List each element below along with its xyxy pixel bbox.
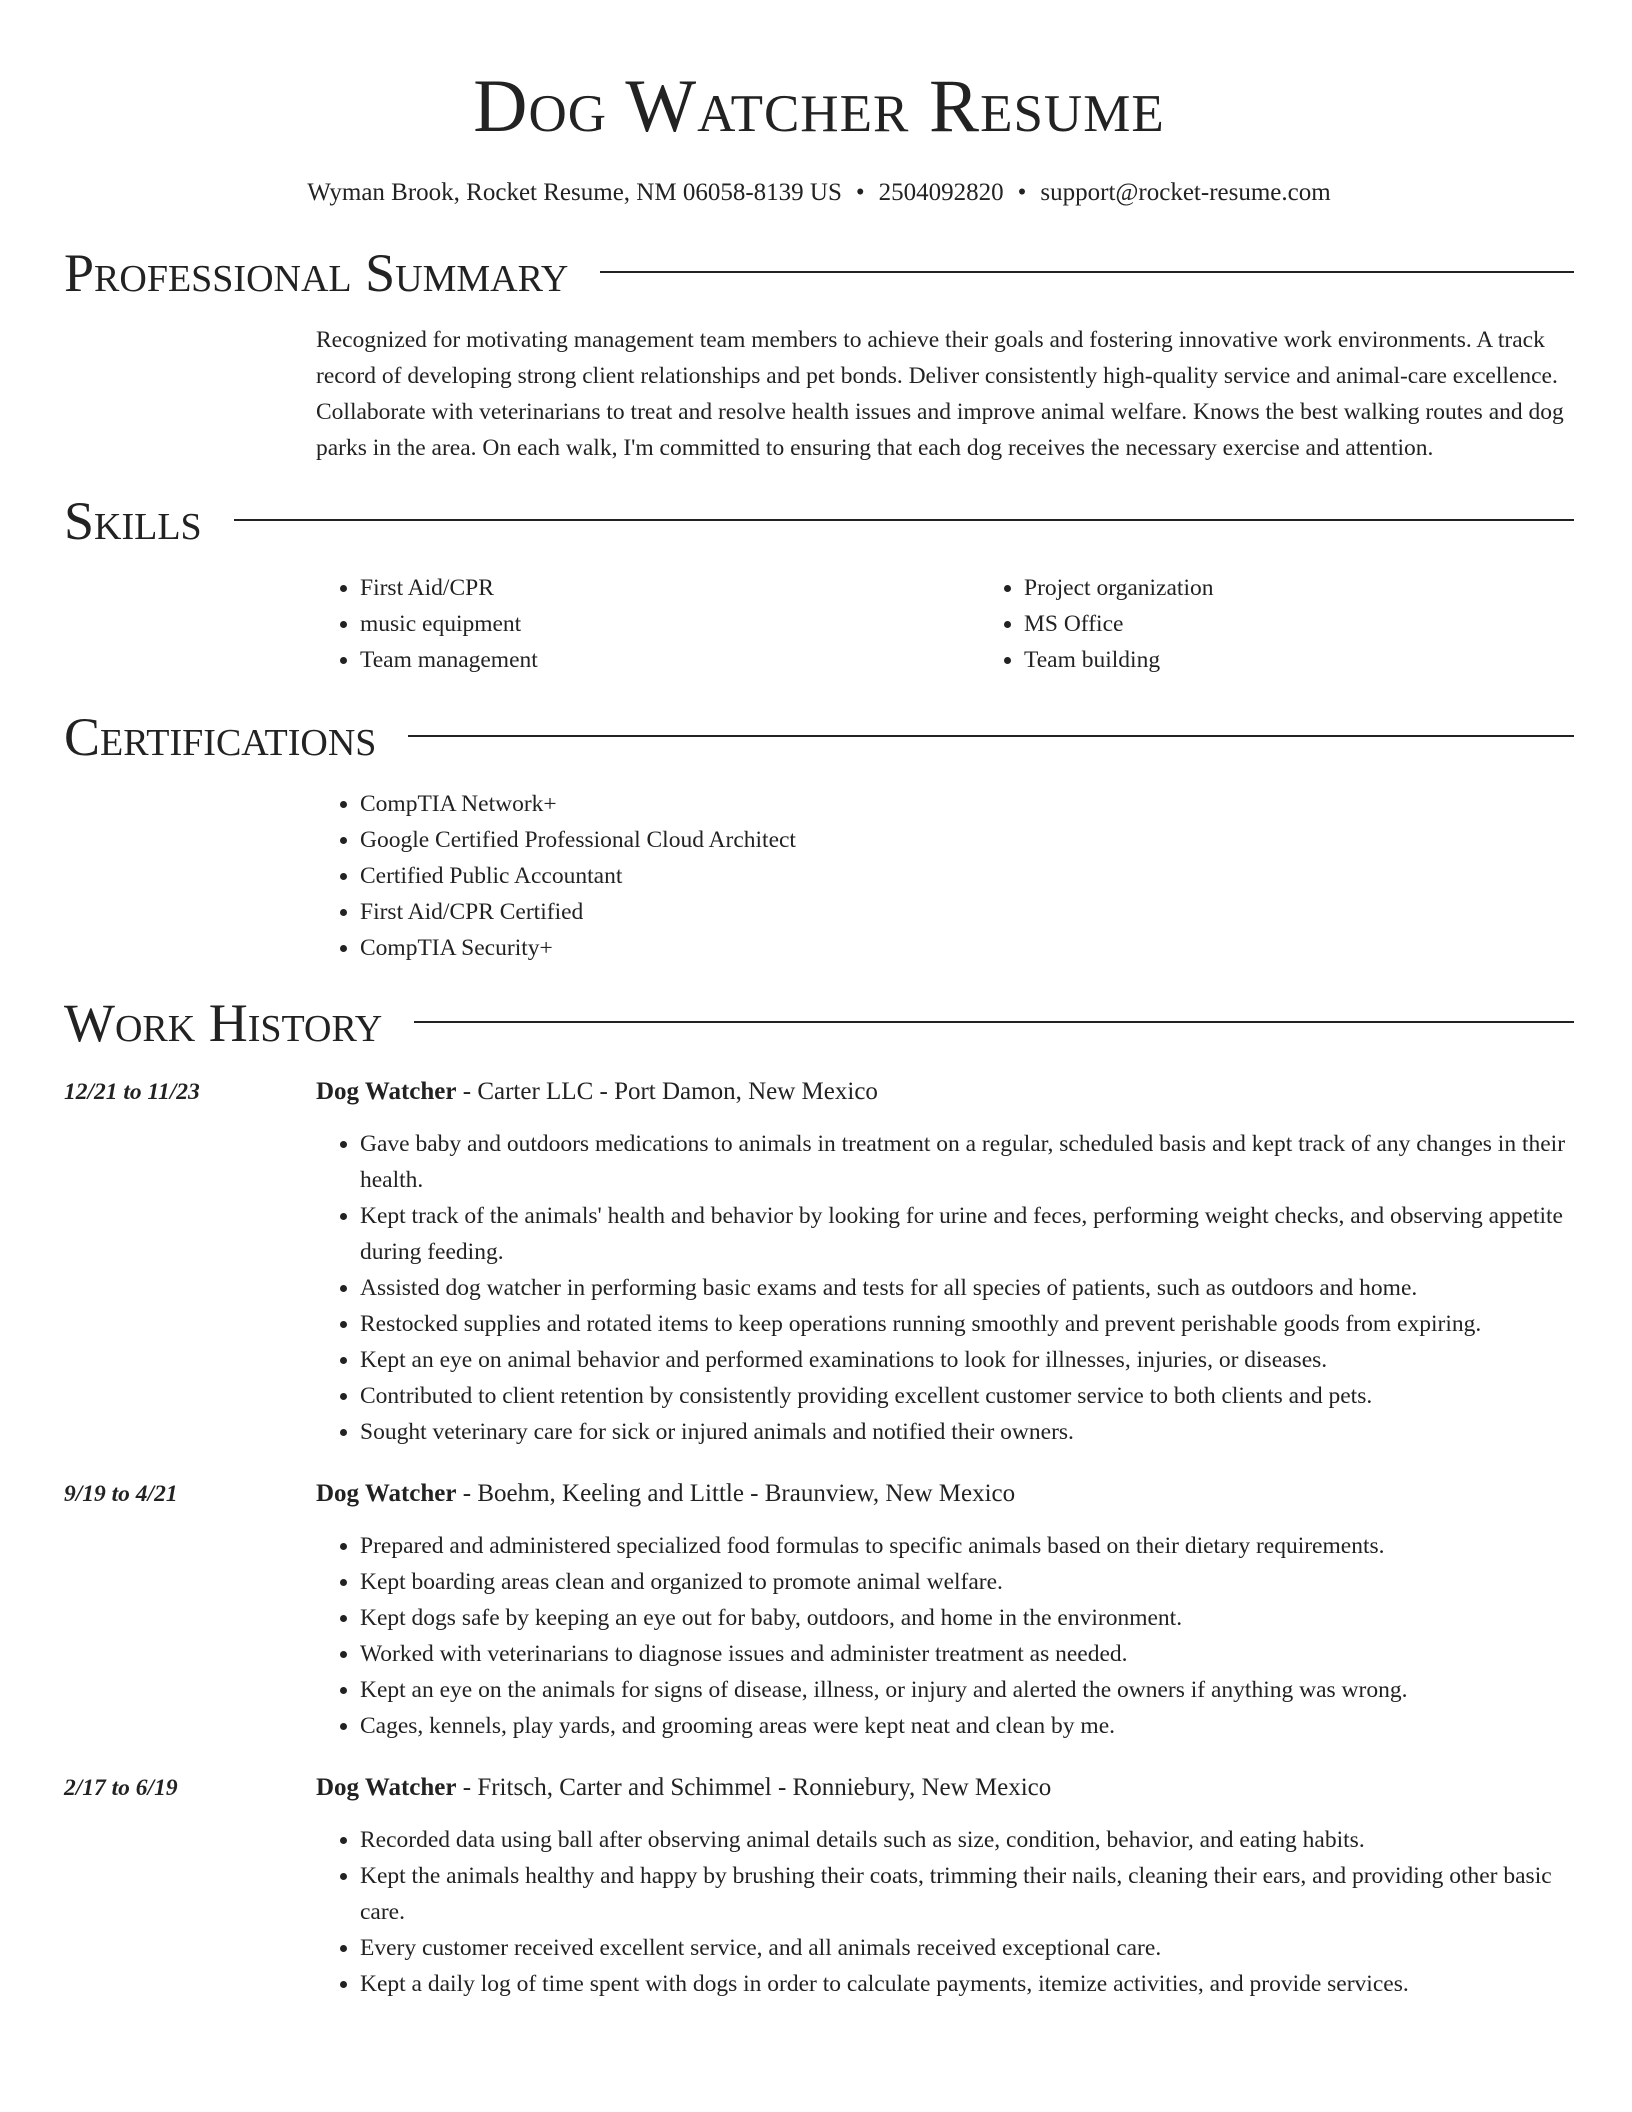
job-bullet: • Restocked supplies and rotated items to keep operations running smoothly and prevent perishable goods from expiring. xyxy=(360,1306,1574,1342)
job-bullet: • Cages, kennels, play yards, and grooming areas were kept neat and clean by me. xyxy=(360,1708,1574,1744)
resume-page xyxy=(64,0,1574,2002)
job-bullet: • Prepared and administered specialized food formulas to specific animals based on their dietary requirements. xyxy=(360,1528,1574,1564)
skill-item: • MS Office xyxy=(1024,606,1632,642)
job-dates: 12/21 to 11/23 xyxy=(64,1079,200,1105)
job-bullet: • Kept the animals healthy and happy by brushing their coats, trimming their nails, cleaning their ears, and providing other basic care. xyxy=(360,1858,1574,1930)
skill-item: • Team management xyxy=(360,642,980,678)
job-bullet: • Contributed to client retention by consistently providing excellent customer service to both clients and pets. xyxy=(360,1378,1574,1414)
job-role: Dog Watcher xyxy=(316,1774,457,1801)
job-details: - Fritsch, Carter and Schimmel - Ronniebury, New Mexico xyxy=(456,1774,1052,1801)
certifications-heading: Certifications xyxy=(64,707,377,767)
summary-heading: Professional Summary xyxy=(64,243,569,303)
job-bullet: • Kept dogs safe by keeping an eye out for baby, outdoors, and home in the environment. xyxy=(360,1600,1574,1636)
skills-list-left xyxy=(316,570,980,678)
skill-item: • music equipment xyxy=(360,606,980,642)
certification-item: • CompTIA Network+ xyxy=(360,786,1574,822)
job-bullet: • Every customer received excellent service, and all animals received exceptional care. xyxy=(360,1930,1574,1966)
certifications-section-header xyxy=(64,702,1574,772)
job-details: - Boehm, Keeling and Little - Braunview, New Mexico xyxy=(456,1480,1016,1507)
job-title-line xyxy=(316,1074,1574,1110)
job-title-line xyxy=(316,1476,1574,1512)
job-details: - Carter LLC - Port Damon, New Mexico xyxy=(456,1078,878,1105)
job-bullet: • Kept track of the animals' health and behavior by looking for urine and feces, performing weight checks, and observing appetite during feeding. xyxy=(360,1198,1574,1270)
job-bullet: • Sought veterinary care for sick or injured animals and notified their owners. xyxy=(360,1414,1574,1450)
job-entry xyxy=(64,1074,1574,1450)
job-content xyxy=(316,1476,1574,1744)
work-heading: Work History xyxy=(64,993,383,1053)
job-dates: 2/17 to 6/19 xyxy=(64,1775,178,1801)
job-dates: 9/19 to 4/21 xyxy=(64,1481,178,1507)
contact-separator: • xyxy=(855,179,865,206)
job-role: Dog Watcher xyxy=(316,1078,457,1105)
job-title-line xyxy=(316,1770,1574,1806)
contact-address: Wyman Brook, Rocket Resume, NM 06058-8139 US xyxy=(307,179,842,206)
job-bullet: • Kept a daily log of time spent with dogs in order to calculate payments, itemize activities, and provide services. xyxy=(360,1966,1574,2002)
skill-item: • Team building xyxy=(1024,642,1632,678)
job-content xyxy=(316,1770,1574,2002)
job-entry xyxy=(64,1770,1574,2002)
job-bullets xyxy=(316,1126,1574,1450)
job-bullet: • Kept an eye on the animals for signs of disease, illness, or injury and alerted the owners if anything was wrong. xyxy=(360,1672,1574,1708)
job-bullet: • Gave baby and outdoors medications to animals in treatment on a regular, scheduled basis and kept track of any changes in their health. xyxy=(360,1126,1574,1198)
certification-item: • First Aid/CPR Certified xyxy=(360,894,1574,930)
summary-section xyxy=(316,322,1574,466)
section-divider xyxy=(414,1021,1574,1023)
contact-line xyxy=(64,176,1574,210)
contact-separator: • xyxy=(1017,179,1027,206)
job-entry xyxy=(64,1476,1574,1744)
job-bullet: • Kept boarding areas clean and organized to promote animal welfare. xyxy=(360,1564,1574,1600)
certifications-section xyxy=(316,786,1574,966)
job-bullet: • Worked with veterinarians to diagnose issues and administer treatment as needed. xyxy=(360,1636,1574,1672)
certifications-list xyxy=(316,786,1574,966)
section-divider xyxy=(600,271,1574,273)
job-bullet: • Recorded data using ball after observing animal details such as size, condition, behavior, and eating habits. xyxy=(360,1822,1574,1858)
section-divider xyxy=(234,519,1574,521)
resume-title: Dog Watcher Resume xyxy=(473,65,1165,148)
certification-item: • Google Certified Professional Cloud Architect xyxy=(360,822,1574,858)
job-bullet: • Assisted dog watcher in performing basic exams and tests for all species of patients, such as outdoors and home. xyxy=(360,1270,1574,1306)
summary-section-header xyxy=(64,238,1574,308)
section-divider xyxy=(408,735,1574,737)
job-bullets xyxy=(316,1822,1574,2002)
job-content xyxy=(316,1074,1574,1450)
certification-item: • Certified Public Accountant xyxy=(360,858,1574,894)
contact-phone: 2504092820 xyxy=(878,179,1004,206)
summary-text: Recognized for motivating management team members to achieve their goals and fostering innovative work environments. A track record of developing strong client relationships and pet bonds. Deliver consistently high-quality service and animal-care excellence. Collaborate with veterinarians to treat and resolve health issues and improve animal welfare. Knows the best walking routes and dog parks in the area. On each walk, I'm committed to ensuring that each dog receives the necessary exercise and attention. xyxy=(316,327,1564,461)
skills-heading: Skills xyxy=(64,491,202,551)
contact-email: support@rocket-resume.com xyxy=(1040,179,1331,206)
skills-section-header xyxy=(64,486,1574,556)
job-bullet: • Kept an eye on animal behavior and performed examinations to look for illnesses, injuries, or diseases. xyxy=(360,1342,1574,1378)
certification-item: • CompTIA Security+ xyxy=(360,930,1574,966)
skills-list-right xyxy=(980,570,1632,678)
skills-section xyxy=(316,570,1574,678)
skill-item: • Project organization xyxy=(1024,570,1632,606)
skill-item: • First Aid/CPR xyxy=(360,570,980,606)
job-role: Dog Watcher xyxy=(316,1480,457,1507)
job-bullets xyxy=(316,1528,1574,1744)
work-section-header xyxy=(64,988,1574,1058)
